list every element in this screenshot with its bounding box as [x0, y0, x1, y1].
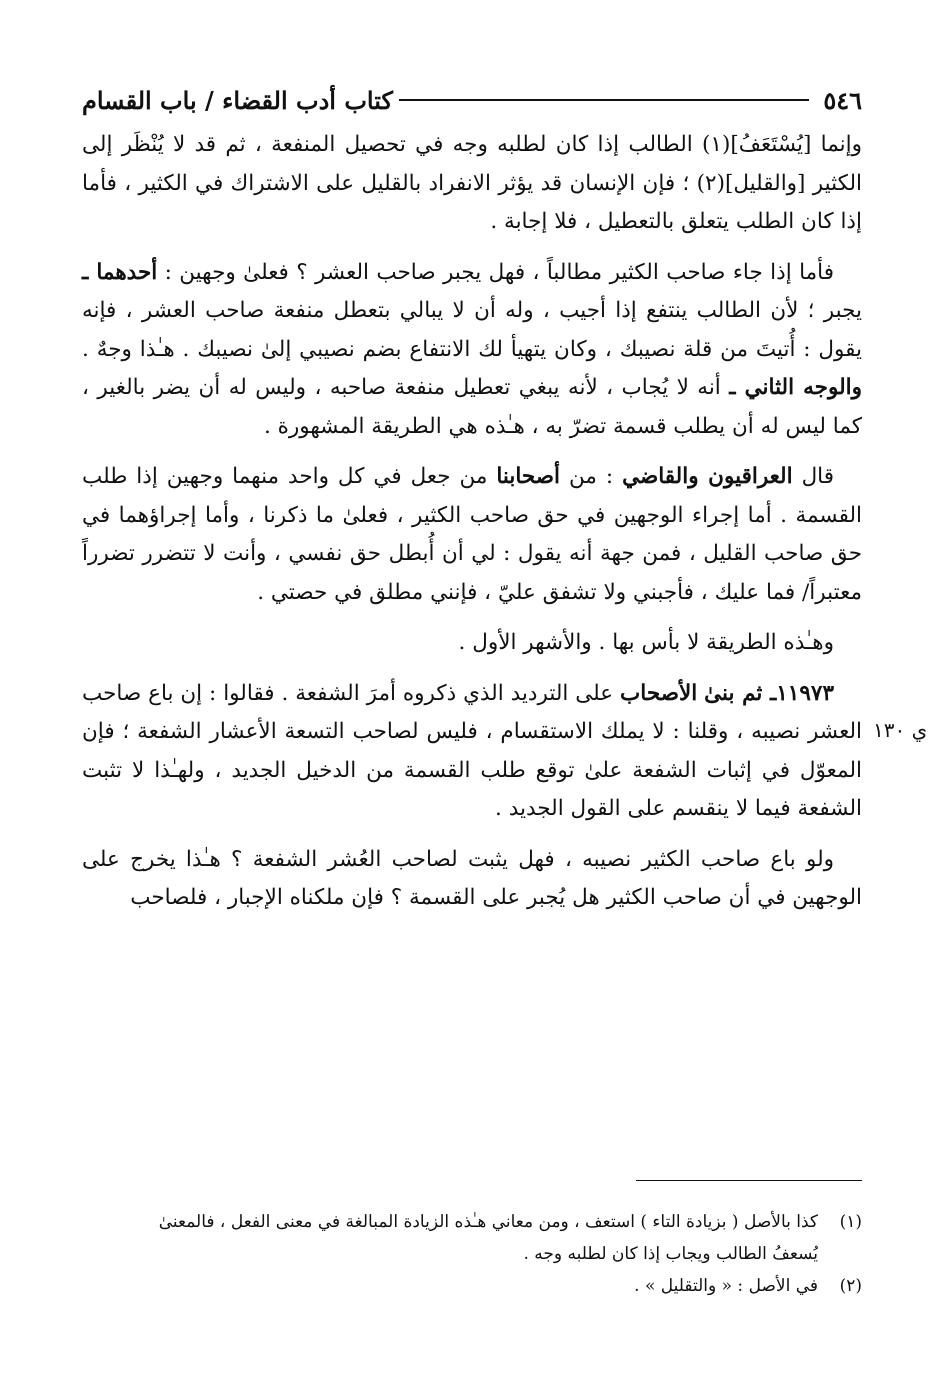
footnote-text — [82, 1206, 818, 1270]
paragraph-1: وإنما [يُسْتَعَفُ](١) الطالب إذا كان لطلبه وجه في تحصيل المنفعة ، ثم قد لا يُنْظَر إلى الكثير [والقليل](٢) ؛ فإن الإنسان قد يؤثر الانفراد بالقليل على الاشتراك في الكثير ، فأما إذا كان الطلب يتعلق بالتعطيل ، فلا إجابة . — [82, 132, 863, 234]
paragraph-2-intro: فأما إذا جاء صاحب الكثير مطالباً ، فهل يجبر صاحب العشر ؟ فعلىٰ وجهين : — [164, 259, 835, 285]
footnote-line: في الأصل : « والتقليل » . — [634, 1276, 818, 1296]
footnotes — [82, 1206, 862, 1302]
paragraph-3-mid: : من — [569, 464, 614, 489]
footnote-rule — [636, 1180, 862, 1181]
footnote-number: (١) — [839, 1212, 862, 1232]
page-number: ٥٤٦ — [823, 85, 862, 115]
header-rule — [399, 99, 809, 101]
paragraph-3-bold-2: أصحابنا — [496, 464, 561, 489]
footnote-line: كذا بالأصل ( بزيادة التاء ) استعف ، ومن معاني هـٰذه الزيادة المبالغة في معنى الفعل ، فالمعنىٰ — [158, 1212, 818, 1232]
paragraph-2 — [82, 254, 862, 447]
paragraph-3-bold-1: العراقيون والقاضي — [622, 464, 793, 489]
paragraph-5 — [82, 675, 862, 829]
paragraph-5-text: على الترديد الذي ذكروه أمرَ الشفعة . فقالوا : إن باع صاحب العشر نصيبه ، وقلنا : لا يملك الاستقسام ، فليس لصاحب التسعة الأعشار الشفعة ؛ فإن المعوّل في إثبات الشفعة علىٰ توقع طلب القسمة من الدخيل الجديد ، ولهـٰذا لا تثبت الشفعة فيما لا ينقسم على القول الجديد . — [82, 680, 862, 821]
footnote-1 — [82, 1206, 862, 1270]
paragraph-2-second-text: أنه لا يُجاب ، لأنه يبغي تعطيل منفعة صاحبه ، وليس له أن يضر بالغير ، كما ليس له أن يطلب قسمة تضرّ به ، هـٰذه هي الطريقة المشهورة . — [82, 375, 862, 439]
paragraph-5-label: ١١٩٧٣ـ ثم بنىٰ — [704, 680, 834, 706]
paragraph-5-bold: الأصحاب — [620, 680, 698, 706]
paragraph-3-lead: قال — [801, 464, 835, 489]
footnote-2 — [82, 1270, 862, 1302]
paragraph-3-text: من جعل في كل واحد منهما وجهين إذا طلب القسمة . أما إجراء الوجهين في حق صاحب الكثير ، فعلىٰ ما ذكرنا ، وأما إجراؤهما في حق صاحب القليل ، فمن جهة أنه يقول : لي أن أُبطل حق نفسي ، وأنت لا تتضرر تضرراً معتبراً/ فما عليك ، فأجبني ولا تشفق عليّ ، فإنني مطلق في حصتي . — [82, 464, 862, 605]
footnote-line: يُسعفُ الطالب ويجاب إذا كان لطلبه وجه . — [523, 1244, 818, 1264]
footnote-text — [82, 1270, 818, 1302]
paragraph-2-second-label: والوجه الثاني ـ — [729, 375, 862, 400]
paragraph-2-first-label: أحدهما ـ — [82, 259, 158, 285]
running-title: كتاب أدب القضاء / باب القسام — [82, 85, 393, 115]
paragraph-4: وهـٰذه الطريقة لا بأس بها . والأشهر الأول . — [458, 630, 834, 655]
paragraph-6: ولو باع صاحب الكثير نصيبه ، فهل يثبت لصاحب العُشر الشفعة ؟ هـٰذا يخرج على الوجهين في أن صاحب الكثير هل يُجبر على القسمة ؟ فإن ملكناه الإجبار ، فلصاحب — [82, 846, 862, 910]
page-header — [82, 80, 862, 120]
paragraph-3 — [82, 458, 862, 612]
body-text — [82, 126, 862, 918]
paragraph-2-first-text: يجبر ؛ لأن الطالب ينتفع إذا أجيب ، وله أن لا يبالي بتعطل منفعة صاحب العشر ، فإنه يقول : أُتيتَ من قلة نصيبك ، وكان يتهيأ لك الانتفاع بضم نصيبي إلىٰ نصيبك . هـٰذا وجهٌ . — [82, 298, 862, 362]
footnote-number: (٢) — [839, 1276, 862, 1296]
margin-folio-note: ي ١٣٠ — [873, 718, 928, 742]
